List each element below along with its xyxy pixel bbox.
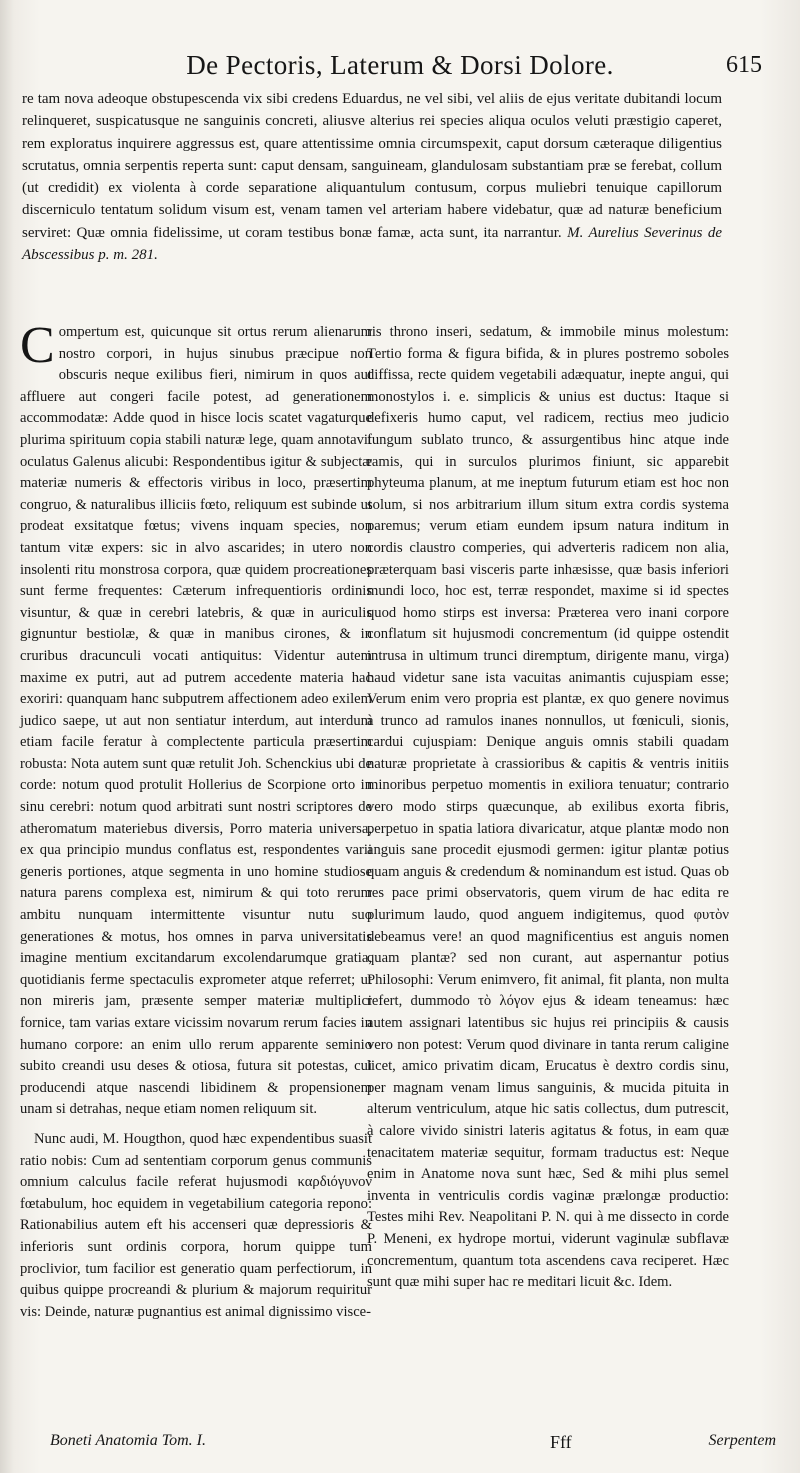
lead-text: re tam nova adeoque obstupescenda vix sibi credens Eduardus, ne vel sibi, vel aliis de ejus veritate dubitandi locum relinqueret, suspicatusque ne sanguinis concreti, aliusve alterius rei species aliqua oculos veluti præstigio caperet, rem exploratus inquirere aggressus est, quare attentissime omnia circumspexit, caput dorsum cæteraque diligentius scrutatus, omnia serpentis reperta sunt: caput densam, sanguineam, glandulosam substantiam præ se ferebat, collum (ut credidit) ex violenta à corde separatione aliquantulum contusum, corpus muliebri tenuique capillorum discerniculo tentatum solidum visum est, venam tamen vel arteriam habere videbatur, quæ ad naturæ beneficium serviret: Quæ omnia fidelissime, ut coram testibus bonæ famæ, acta sunt, ita narrantur.: [22, 91, 722, 241]
catchword: Serpentem: [708, 1432, 776, 1449]
left-paragraph-1-text: ompertum est, quicunque sit ortus rerum alienarum nostro corpori, in hujus sinubus præcipue non obscuris neque exilibus fieri, nimirum in quos aut affluere aut congeri facile potest, ad generationem accommodatæ: Adde quod in hisce locis scatet vagaturque plurima spirituum copia stabili naturæ lege, quam annotavit oculatus Galenus alicubi: Respondentibus igitur & subjectæ materiæ numeris & effectoris viribus in loco, præsertim congruo, & naturalibus illiciis fœto, reliquum est subinde ut prodeat exsitatque fœtus; vivens inquam species, non tantum vitæ expers: sic in alvo ascarides; in utero non insolenti ritu monstrosa corpora, quæ quidem procreationes sunt ferme frequentes: Cæterum infrequentioris ordinis visuntur, & quæ in cerebri latebris, & quæ in auriculis gignuntur bestiolæ, & quæ in manibus cirones, & in cruribus dracunculi vocati antiquitus: Videntur autem maxime ex putri, aut ad putrem accedente materia hac exoriri: quanquam hanc subputrem affectionem adeo exilem judico saepe, ut aut non sentiatur interdum, aut interdum etiam facile feratur à complectente particula præsertim robusta: Nota autem sunt quæ retulit Joh. Schenckius ubi de corde: notum quod protulit Hollerius de Scorpione orto in sinu cerebri: notum quod arbitrati sunt nostri scriptores de atheromatum materiebus diversis, Porro materia universa, ex qua principio mundus conflatus est, respondentes varii generis portiones, atque segmenta in uno homine studiose natura parens complexa est, nimirum & qui toto rerum ambitu nunquam intermittente visuntur nutu suo generationes & motus, hos omnes in parva universitatis imagine mentium excitandarum excolendarumque gratia, quotidianis ferme spectaculis exprometer atque referret; ut non mireris jam, præsente semper materiæ multiplici fornice, tam varias extare vicissim novarum rerum facies in humano corpore: an enim ullo rerum apparente seminio subito creandi usu deses & otiosa, futura sit potestas, cui producendi atque nascendi libidinem & propensionem unam si detrahas, neque etiam nomen reliquum sit.: [20, 324, 372, 1118]
signature-mark: Fff: [550, 1432, 572, 1452]
lead-paragraph: [22, 88, 722, 266]
page-header: [20, 46, 780, 86]
page-number: 615: [726, 52, 762, 78]
right-column: [367, 322, 729, 1294]
running-title: De Pectoris, Laterum & Dorsi Dolore.: [186, 50, 614, 80]
left-paragraph-1: [20, 317, 372, 1121]
running-foot: Boneti Anatomia Tom. I.: [50, 1432, 207, 1449]
drop-cap: C: [20, 317, 55, 374]
right-paragraph-1: ris throno inseri, sedatum, & immobile minus molestum: Tertio forma & figura bifida, & in plures postremo soboles diffissa, recte quidem vegetabili adæquatur, inepte angui, qui monostylos i. e. simplicis & unius est ductus: Itaque si defixeris humo caput, vel radicem, rectius meo judicio fungum sublato trunco, & assurgentibus hinc atque inde ramis, qui in surculos plurimos finiunt, sic apparebit phyteuma planum, at me ineptum futurum etiam est hoc non solum, si nos arbitrarium illum situm extra cordis systema paremus; verum etiam eundem ipsum natura inditum in cordis claustro comperies, qui adverteris radicem non alia, præterquam basi visceris parte inhæsisse, quæ basis inferiori mundi loco, hoc est, terræ respondet, maxime si id spectes quod homo stirps est inversa: Præterea vero inani corpore conflatum sit hujusmodi concrementum (id quippe ostendit intrusa in ultimum trunci diremptum, dirigente manu, virga) haud videtur sane ista vacuitas animantis cujuspiam esse; Verum enim vero propria est plantæ, ex quo genere novimus à trunco ad ramulos inanes nonnullos, ut fœniculi, sionis, cardui cujuspiam: Denique anguis omnis stabili quadam naturæ proprietate à crassioribus & capitis & ventris initiis minoribus perpetuo momentis in exiliora tenuatur; contrario vero modo stirps quæcunque, ab exilibus exorta fibris, perpetuo in spatia latiora divaricatur, atque plantæ modo non anguis sane procedit ejusmodi germen: igitur plantæ potius quam anguis & credendum & nominandum est istud. Quas ob res pace primi observatoris, quem virum de hac edita re plurimum laudo, quod anguem indigitemus, quod φυτὸν debeamus vere! an quod magnificentius est anguis nomen quam plantæ? sed non curant, aut aspernantur potius Philosophi: Verum enimvero, fit animal, fit planta, non multa refert, dummodo τὸ λόγον ejus & ideam teneamus: hæc autem assignari latentibus sic hujus rei principiis & causis vero non potest: Verum quod divinare in tanta rerum caligine licet, amico privatim dicam, Erucatus è dextro cordis sinu, per magnam venam limus sanguinis, & mucida pituita in alterum ventriculum, atque hic satis collectus, dum putrescit, à calore vivido sinistri lateris agitatus & fotus, in eam quæ tenacitatem materiæ sequitur, formam traductus est: Neque enim in Anatome nova sunt hæc, Sed & mihi plus semel inventa in ventriculis cordis vaginæ prælongæ productio: Testes mihi Rev. Neapolitani P. N. qui à me dissecto in corde P. Meneni, ex hydrope mortui, viderunt vaginulæ subflavæ concrementum, quantum tota ascendens cava reciperet. Hæc sunt quæ mihi super hac re meditari licuit &c. Idem.: [367, 324, 729, 1291]
left-column: [20, 317, 372, 1323]
page-footer: [20, 1432, 780, 1456]
lead-citation: M. Aurelius Severinus de Abscessibus p. m. 281.: [22, 224, 722, 264]
left-paragraph-2: Nunc audi, M. Hougthon, quod hæc expendentibus suasit ratio nobis: Cum ad sententiam corporum genus communis omnium calculus facile referat hujusmodi καρδιόγυνον fœtabulum, hoc equidem in vegetabilium categoria repono: Rationabilius autem eft his accenseri quæ depressioris & inferioris sunt ordinis corpora, horum quippe tum proclivior, tum facilior est generatio quam perfectiorum, in quibus quippe procreandi & plurium & majorum requiritur vis: Deinde, naturæ pugnantius est animal dignissimo visce-: [20, 1130, 372, 1320]
